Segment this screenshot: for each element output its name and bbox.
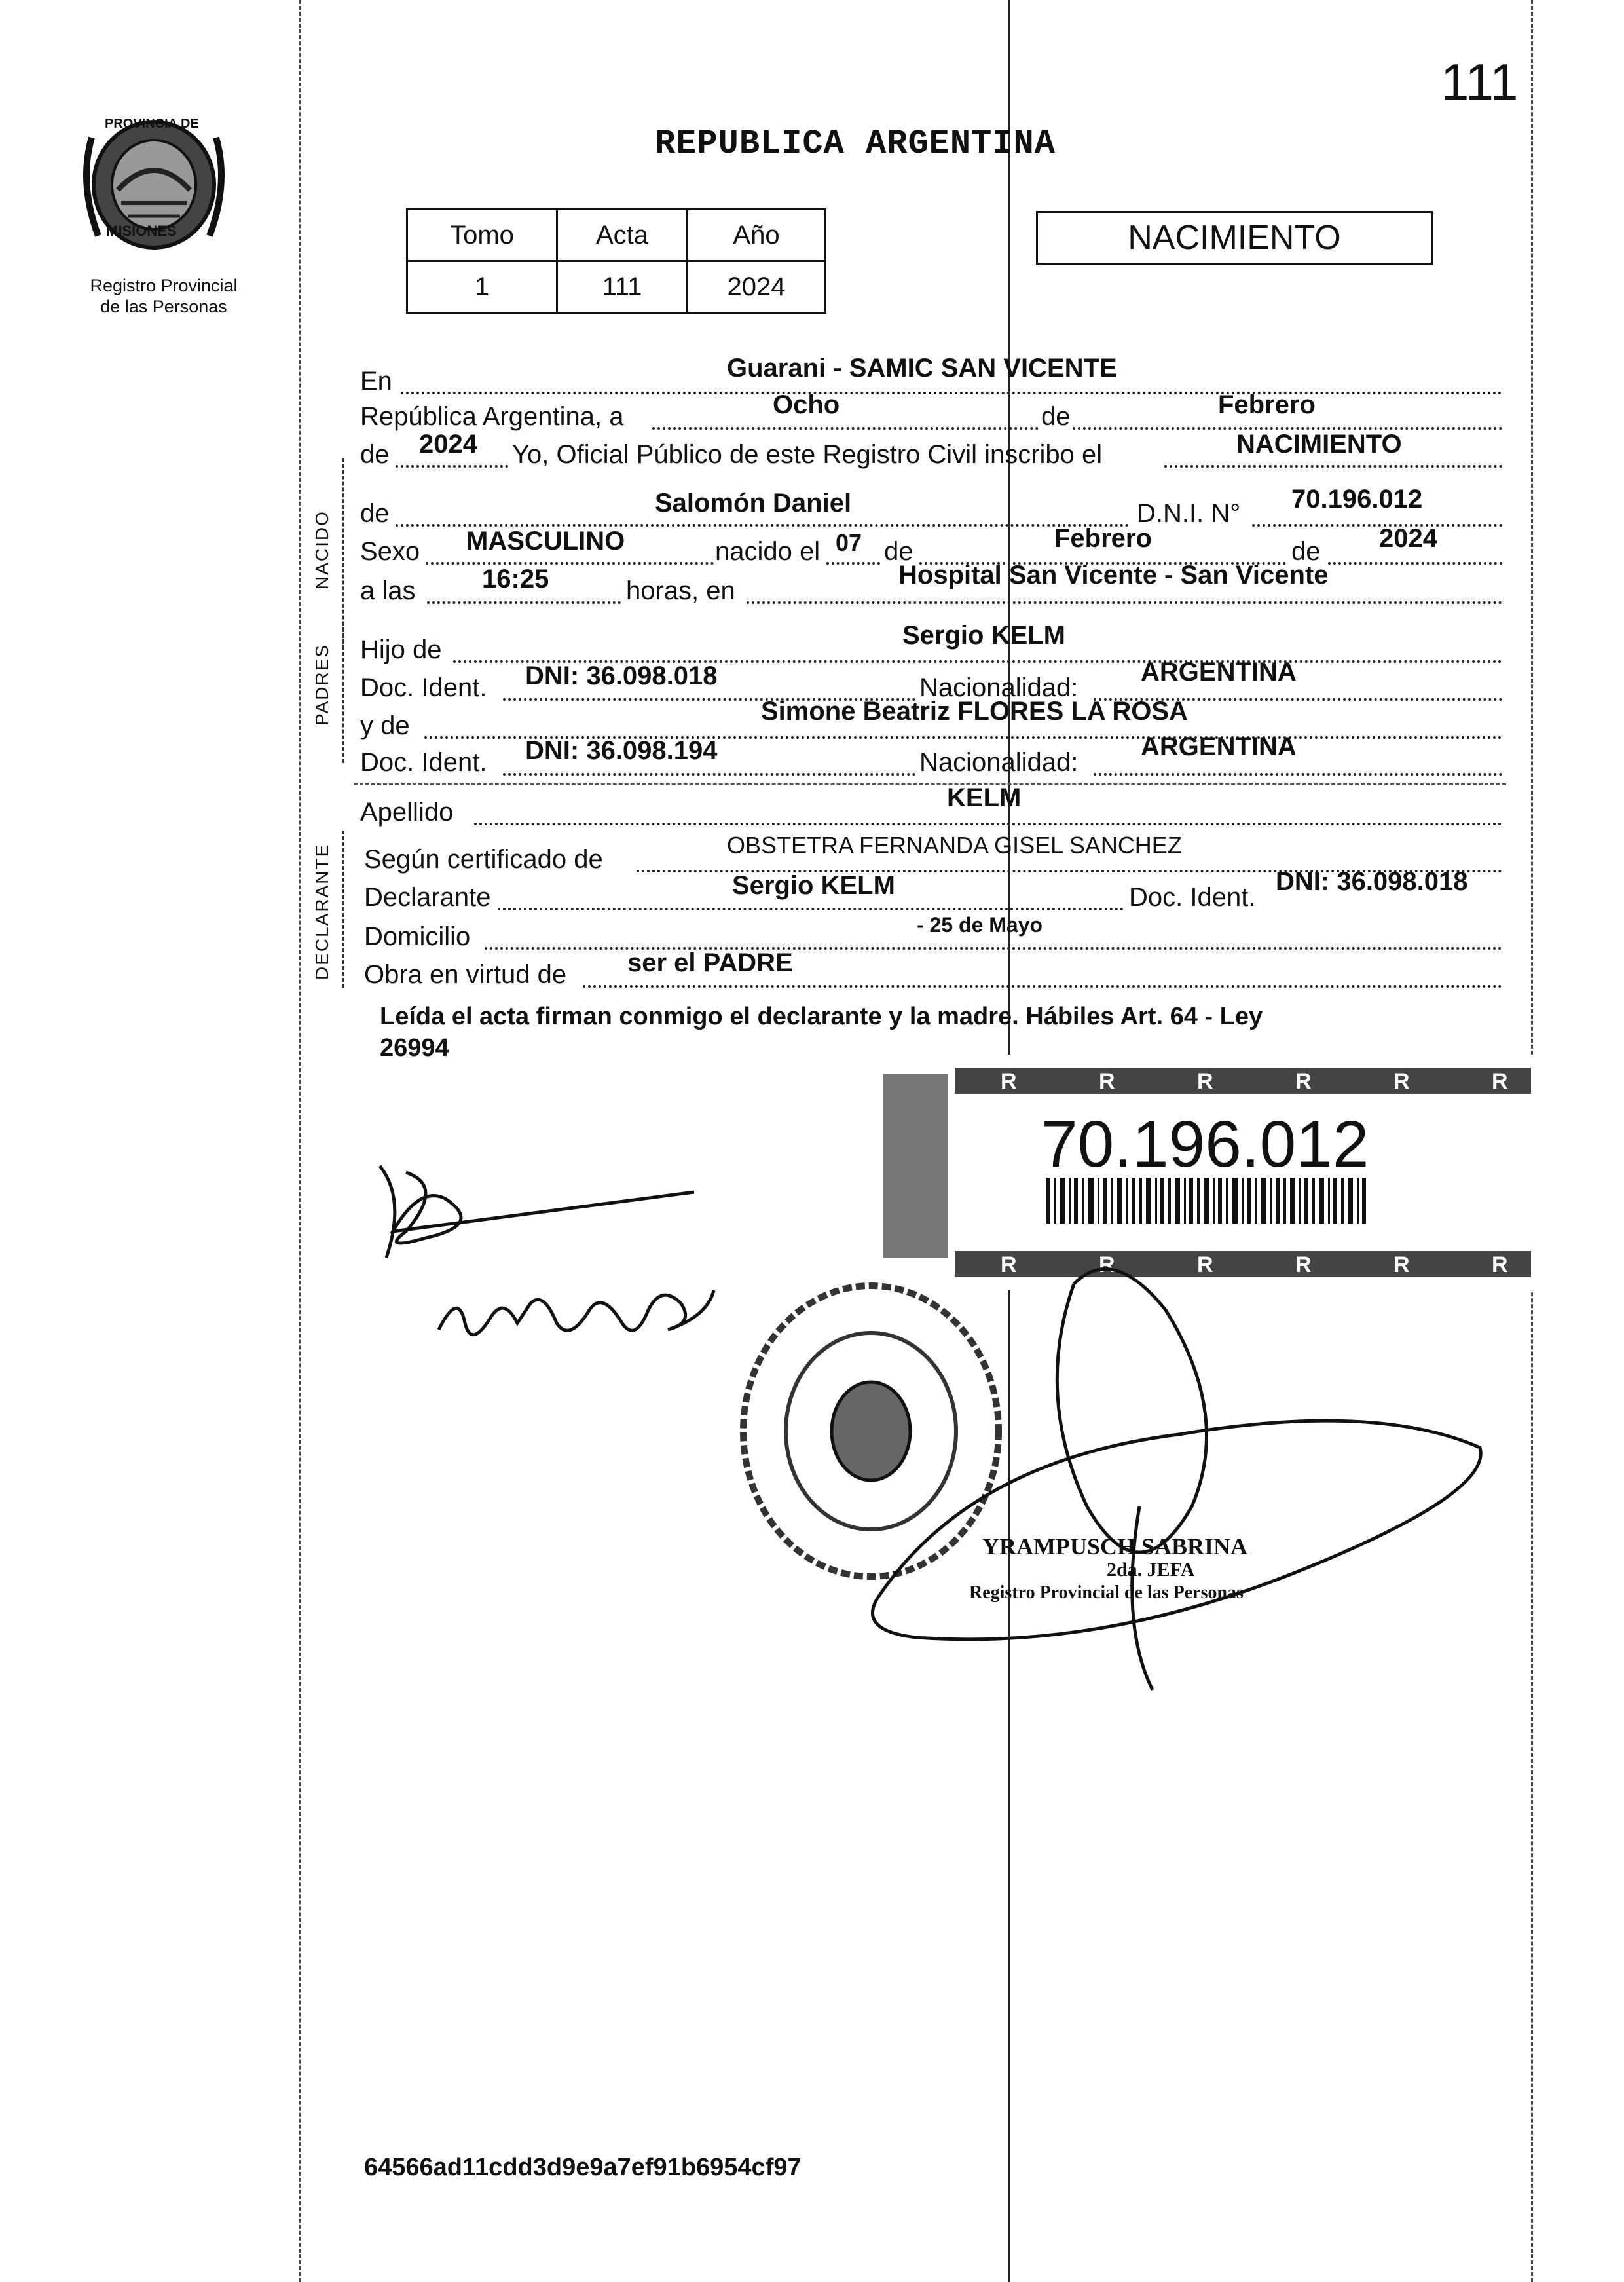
value-declarante-doc: DNI: 36.098.018: [1276, 867, 1468, 896]
label-nacionalidad-2: Nacionalidad:: [919, 748, 1079, 777]
seal-text-top: PROVINCIA DE: [105, 117, 199, 131]
label-republica: República Argentina, a: [360, 402, 624, 431]
dots-anio-nac: [1328, 562, 1502, 565]
value-anio-nac: 2024: [1379, 524, 1437, 553]
label-de-nombre: de: [360, 499, 390, 528]
bracket-declarante: [342, 831, 344, 988]
registry-caption-line2: de las Personas: [100, 297, 227, 316]
svg-text:R: R: [1099, 1069, 1115, 1094]
dots-sexo: [426, 562, 714, 565]
value-declarante: Sergio KELM: [732, 871, 895, 900]
value-padre-doc: DNI: 36.098.018: [525, 662, 718, 690]
value-padre-nac: ARGENTINA: [1141, 658, 1297, 686]
label-en: En: [360, 367, 392, 396]
value-tomo: 1: [407, 261, 557, 313]
dots-madre-doc: [503, 773, 915, 776]
record-type-box: NACIMIENTO: [1036, 211, 1433, 265]
section-label-padres: PADRES: [312, 643, 332, 726]
label-doc-ident-1: Doc. Ident.: [360, 673, 487, 702]
svg-text:R: R: [1393, 1069, 1410, 1094]
value-lugar-nac: Hospital San Vicente - San Vicente: [898, 561, 1329, 589]
label-de-anio: de: [360, 440, 390, 469]
label-nacionalidad-1: Nacionalidad:: [919, 673, 1079, 702]
dots-dia-nac: [826, 562, 880, 565]
label-de-dia: de: [884, 537, 913, 566]
legal-text-line1: Leída el acta firman conmigo el declarante y la madre. Hábiles Art. 64 - Ley: [380, 1003, 1263, 1030]
section-separator: [354, 783, 1506, 785]
label-obra-en-virtud: Obra en virtud de: [364, 960, 567, 989]
label-domicilio: Domicilio: [364, 922, 471, 951]
dots-apellido: [474, 823, 1502, 825]
value-anio: 2024: [688, 261, 826, 313]
header-acta: Acta: [557, 210, 688, 261]
bracket-padres: [342, 622, 344, 763]
value-certificado: OBSTETRA FERNANDA GISEL SANCHEZ: [727, 832, 1182, 859]
official-role: 2da. JEFA: [1107, 1559, 1195, 1581]
section-label-declarante: DECLARANTE: [312, 843, 332, 980]
svg-text:R: R: [1295, 1069, 1312, 1094]
dots-virtud: [583, 985, 1502, 988]
label-doc-ident-decl: Doc. Ident.: [1129, 883, 1256, 912]
svg-text:R: R: [1295, 1252, 1312, 1277]
dots-anio: [396, 465, 508, 468]
value-sexo: MASCULINO: [466, 527, 625, 555]
registry-caption-line1: Registro Provincial: [90, 276, 238, 295]
dots-dni: [1252, 524, 1502, 527]
label-hijo-de: Hijo de: [360, 635, 442, 664]
value-mes: Febrero: [1218, 390, 1316, 419]
dots-madre-nac: [1094, 773, 1502, 776]
label-y-de: y de: [360, 711, 410, 740]
label-dni: D.N.I. N°: [1137, 499, 1241, 528]
value-anio: 2024: [419, 430, 477, 458]
label-declarante: Declarante: [364, 883, 491, 912]
svg-text:R: R: [1197, 1069, 1213, 1094]
label-sexo: Sexo: [360, 537, 420, 566]
svg-text:R: R: [1001, 1252, 1017, 1277]
header-anio: Año: [688, 210, 826, 261]
value-dia-letras: Ocho: [773, 390, 840, 419]
svg-text:R: R: [1393, 1252, 1410, 1277]
svg-text:R: R: [1197, 1252, 1213, 1277]
registry-caption: [72, 275, 255, 317]
dots-dia: [652, 427, 1039, 430]
sheet-number: 111: [1441, 53, 1519, 111]
value-dia-nac: 07: [836, 529, 862, 556]
section-label-nacido: NACIDO: [312, 510, 332, 589]
label-apellido: Apellido: [360, 798, 454, 827]
official-signature-icon: [838, 1231, 1493, 1703]
value-nombre: Salomón Daniel: [655, 489, 852, 517]
official-name: YRAMPUSCH SABRINA: [982, 1533, 1248, 1560]
label-doc-ident-2: Doc. Ident.: [360, 748, 487, 777]
label-segun-certificado: Según certificado de: [364, 845, 603, 874]
value-acta: 111: [557, 261, 688, 313]
value-mes-nac: Febrero: [1054, 524, 1152, 553]
label-nacido-el: nacido el: [715, 537, 821, 566]
document-hash: 64566ad11cdd3d9e9a7ef91b6954cf97: [364, 2154, 802, 2181]
dots-en: [401, 392, 1502, 394]
svg-text:R: R: [1099, 1252, 1115, 1277]
official-office: Registro Provincial de las Personas: [969, 1582, 1244, 1603]
record-table: [406, 208, 826, 314]
dots-lugar-nac: [747, 601, 1502, 604]
value-hora: 16:25: [482, 565, 549, 593]
left-margin-line: [299, 0, 301, 2282]
label-yo-oficial: Yo, Oficial Público de este Registro Civil inscribo el: [512, 440, 1103, 469]
svg-text:R: R: [1001, 1069, 1017, 1094]
dots-acto: [1164, 465, 1502, 468]
value-virtud: ser el PADRE: [627, 948, 793, 977]
bracket-nacido: [342, 458, 344, 648]
seal-text-bottom: MISIONES: [106, 223, 177, 239]
svg-text:R: R: [1492, 1069, 1508, 1094]
value-apellido: KELM: [947, 783, 1022, 812]
dots-hora: [427, 601, 621, 604]
value-acto: NACIMIENTO: [1236, 430, 1402, 458]
label-de-anio2: de: [1291, 537, 1321, 566]
value-madre: Simone Beatriz FLORES LA ROSA: [761, 697, 1188, 726]
value-dni: 70.196.012: [1291, 485, 1423, 514]
legal-text-line2: 26994: [380, 1034, 449, 1062]
value-madre-nac: ARGENTINA: [1141, 732, 1297, 761]
value-domicilio: - 25 de Mayo: [917, 913, 1043, 937]
label-horas-en: horas, en: [626, 576, 735, 605]
label-a-las: a las: [360, 576, 416, 605]
value-lugar: Guarani - SAMIC SAN VICENTE: [727, 354, 1117, 383]
value-padre: Sergio KELM: [902, 621, 1065, 650]
document-heading: REPUBLICA ARGENTINA: [655, 124, 1056, 163]
dots-declarante: [498, 908, 1124, 910]
sticker-number: 70.196.012: [1041, 1108, 1369, 1181]
label-de-mes: de: [1041, 402, 1071, 431]
header-tomo: Tomo: [407, 210, 557, 261]
value-madre-doc: DNI: 36.098.194: [525, 736, 718, 765]
mother-signature-icon: [432, 1251, 720, 1356]
svg-text:R: R: [1492, 1252, 1508, 1277]
